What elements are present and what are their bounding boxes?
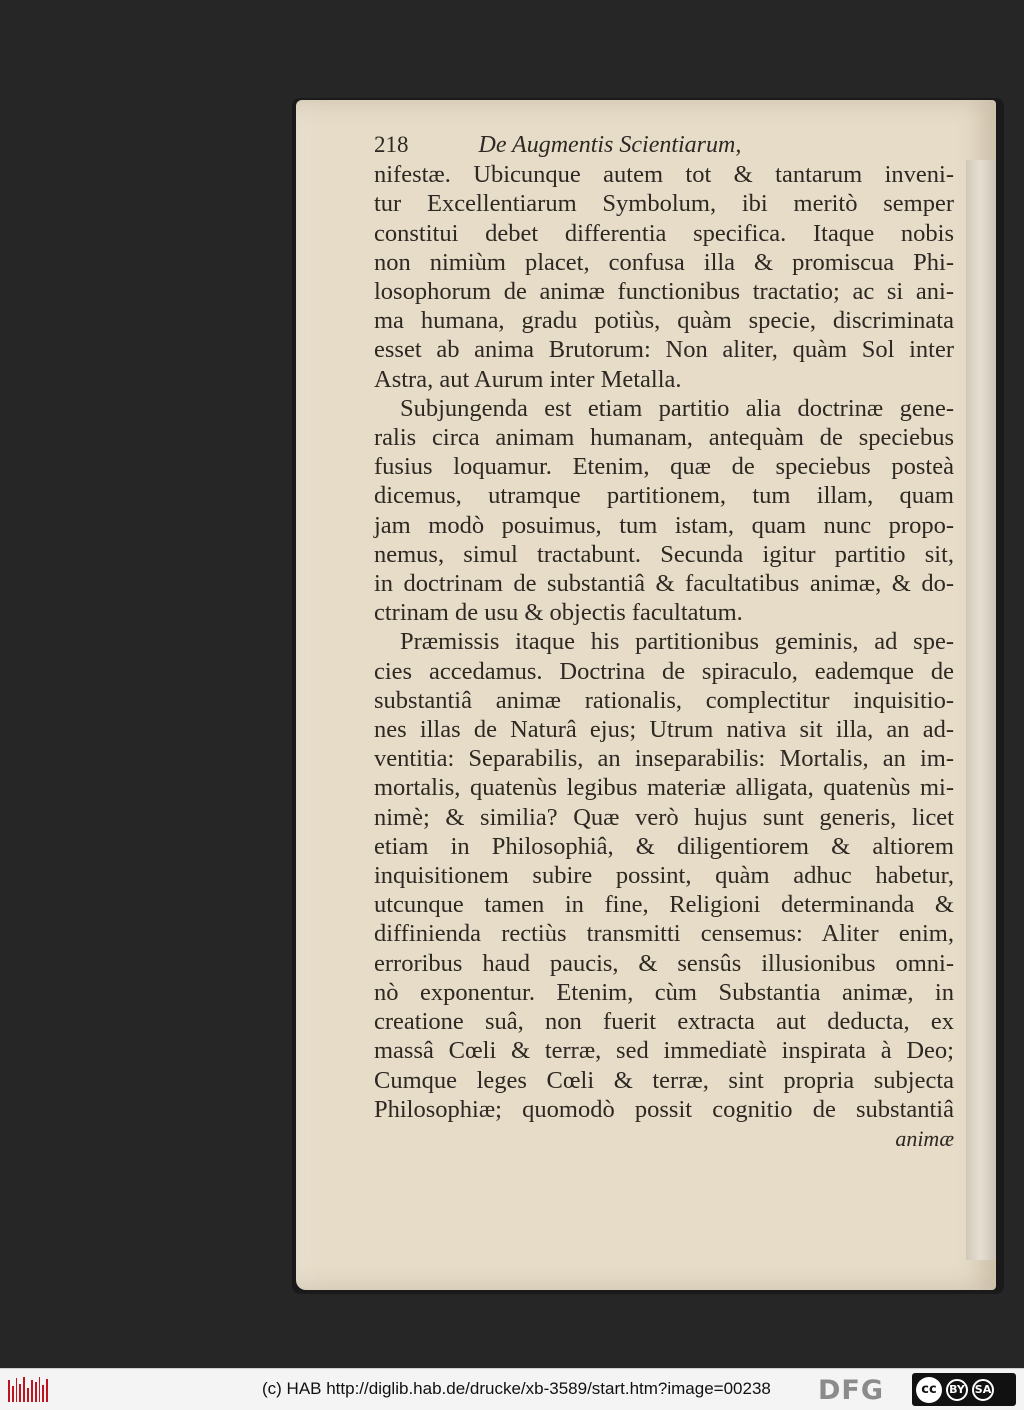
- text-line: ctrinam de usu & objectis facultatum.: [374, 599, 743, 627]
- text-line: utcunque tamen in fine, Religioni determinanda &: [374, 891, 954, 919]
- text-line: etiam in Philosophiâ, & diligentiorem & altiorem: [374, 832, 954, 860]
- text-line: nes illas de Naturâ ejus; Utrum nativa sit illa, an ad-: [374, 716, 954, 744]
- text-line: tur Excellentiarum Symbolum, ibi meritò semper: [374, 190, 954, 218]
- text-line: nemus, simul tractabunt. Secunda igitur partitio sit,: [374, 540, 954, 568]
- text-line: Philosophiæ; quomodò possit cognitio de substantiâ: [374, 1095, 954, 1123]
- text-line: massâ Cœli & terræ, sed immediatè inspirata à Deo;: [374, 1037, 954, 1065]
- text-line: fusius loquamur. Etenim, quæ de speciebus posteà: [374, 453, 954, 481]
- dfg-logo[interactable]: DFG: [818, 1375, 885, 1406]
- page-number: 218: [374, 132, 409, 157]
- text-line: inquisitionem subire possint, quàm adhuc habetur,: [374, 862, 954, 890]
- text-line: ma humana, gradu potiùs, quàm specie, discriminata: [374, 307, 954, 335]
- text-line: dicemus, utramque partitionem, tum illam, quam: [374, 482, 954, 510]
- text-line: in doctrinam de substantiâ & facultatibus animæ, & do-: [374, 570, 954, 598]
- text-line: Subjungenda est etiam partitio alia doctrinæ gene-: [400, 394, 954, 422]
- text-line: diffinienda rectiùs transmitti censemus: Aliter enim,: [374, 920, 954, 948]
- text-line: nimè; & similia? Quæ verò hujus sunt generis, licet: [374, 803, 954, 831]
- text-lines: [374, 160, 954, 1124]
- catchword: animæ: [895, 1125, 954, 1151]
- text-line: Cumque leges Cœli & terræ, sint propria subjecta: [374, 1066, 954, 1094]
- cc-license-badge[interactable]: [912, 1373, 1016, 1406]
- text-line: ventitia: Separabilis, an inseparabilis: Mortalis, an im-: [374, 745, 954, 773]
- running-head: [374, 130, 954, 160]
- text-line: losophorum de animæ functionibus tractatio; ac si ani-: [374, 278, 954, 306]
- text-line: jam modò posuimus, tum istam, quam nunc propo-: [374, 511, 954, 539]
- text-line: constitui debet differentia specifica. Itaque nobis: [374, 219, 954, 247]
- copyright-text[interactable]: (c) HAB http://diglib.hab.de/drucke/xb-3589/start.htm?image=00238: [262, 1379, 771, 1398]
- hab-logo[interactable]: [8, 1377, 48, 1402]
- text-line: esset ab anima Brutorum: Non aliter, quàm Sol inter: [374, 336, 954, 364]
- sa-icon: SA: [972, 1379, 994, 1401]
- by-icon: BY: [946, 1379, 968, 1401]
- book-page: [296, 100, 996, 1290]
- cc-icon: cc: [916, 1377, 942, 1403]
- text-line: Astra, aut Aurum inter Metalla.: [374, 365, 682, 393]
- page-edge: [966, 160, 996, 1260]
- text-line: cies accedamus. Doctrina de spiraculo, eademque de: [374, 657, 954, 685]
- running-title: De Augmentis Scientiarum,: [478, 132, 742, 158]
- text-line: nifestæ. Ubicunque autem tot & tantarum inveni-: [374, 161, 954, 189]
- text-line: creatione suâ, non fuerit extracta aut deducta, ex: [374, 1008, 954, 1036]
- text-line: erroribus haud paucis, & sensûs illusionibus omni-: [374, 949, 954, 977]
- text-line: ralis circa animam humanam, antequàm de speciebus: [374, 424, 954, 452]
- text-line: Præmissis itaque his partitionibus geminis, ad spe-: [400, 628, 954, 656]
- footer-bar: [0, 1368, 1024, 1410]
- text-line: non nimiùm placet, confusa illa & promiscua Phi-: [374, 248, 954, 276]
- page-text: [374, 130, 954, 1153]
- text-line: nò exponentur. Etenim, cùm Substantia animæ, in: [374, 978, 954, 1006]
- text-line: mortalis, quatenùs legibus materiæ alligata, quatenùs mi-: [374, 774, 954, 802]
- text-line: substantiâ animæ rationalis, complectitur inquisitio-: [374, 686, 954, 714]
